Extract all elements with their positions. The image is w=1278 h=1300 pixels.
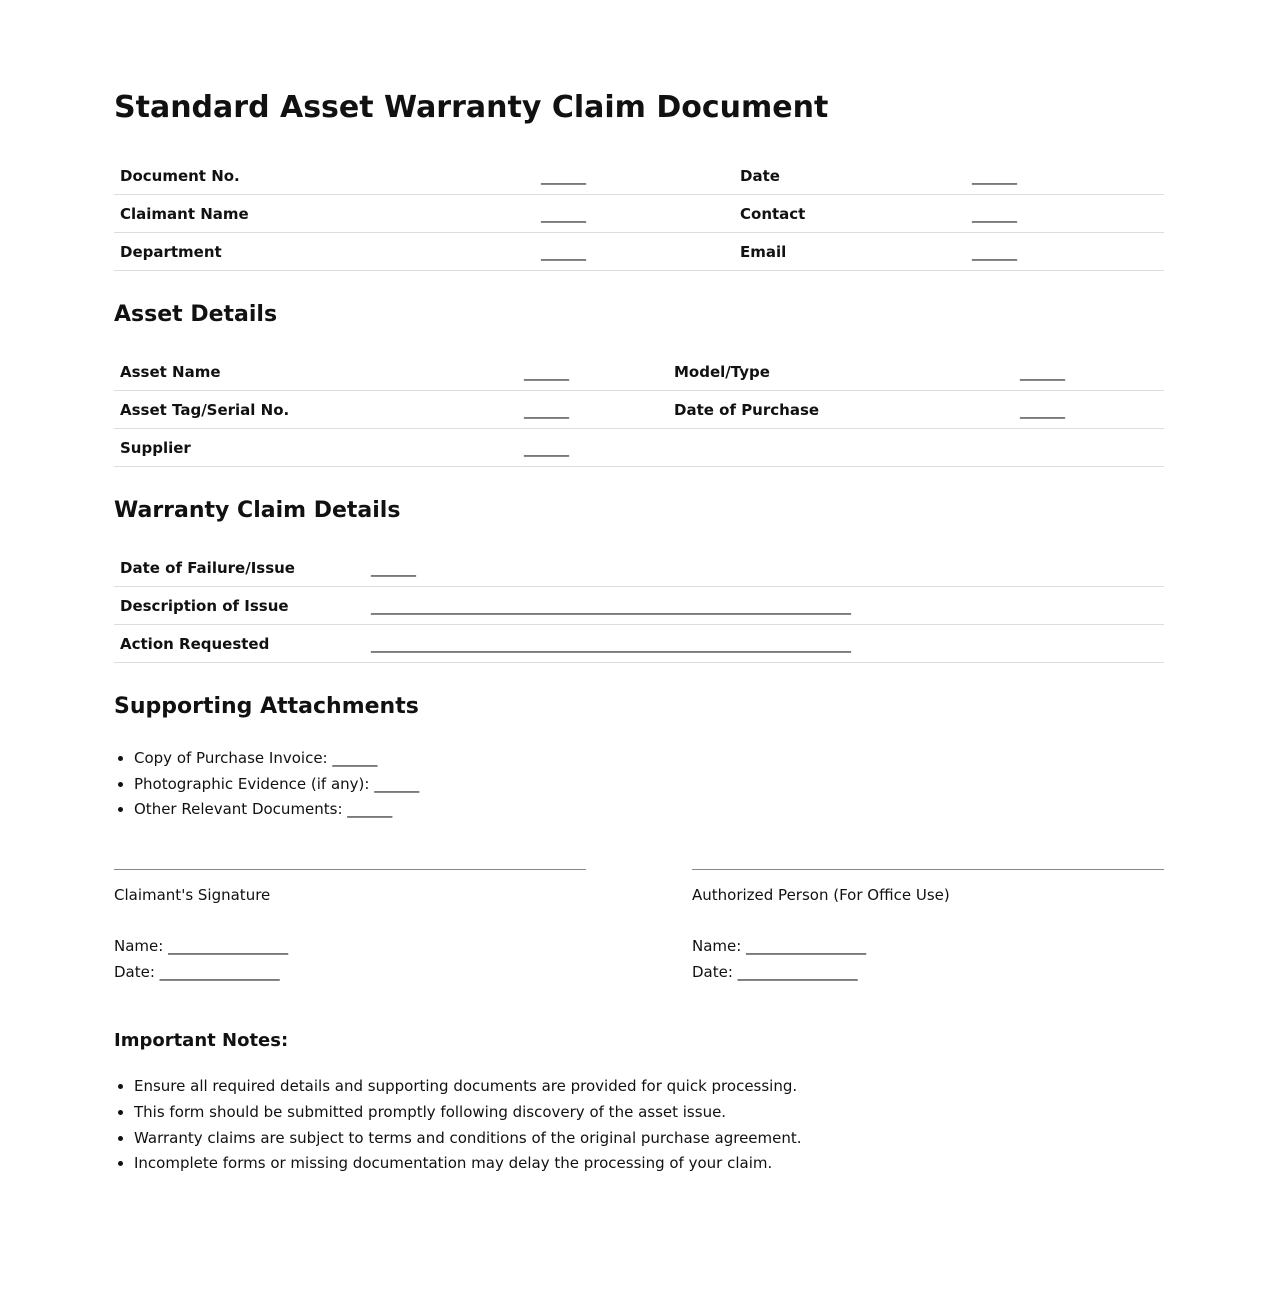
date-of-purchase-label: Date of Purchase <box>668 391 1014 429</box>
description-label: Description of Issue <box>114 587 365 625</box>
warranty-claim-heading: Warranty Claim Details <box>114 498 401 523</box>
document-no-field[interactable]: ______ <box>535 157 734 195</box>
date-of-purchase-field[interactable]: ______ <box>1014 391 1164 429</box>
table-row <box>114 233 1164 271</box>
asset-details-heading: Asset Details <box>114 302 278 327</box>
authorized-signature-title: Authorized Person (For Office Use) <box>692 886 950 904</box>
claimant-name-field[interactable]: ______ <box>535 195 734 233</box>
action-requested-field[interactable]: ________________________________________________________________ <box>365 625 1164 663</box>
list-item: • Ensure all required details and supporting documents are provided for quick processing. <box>134 1074 802 1100</box>
table-row <box>114 625 1164 663</box>
model-type-label: Model/Type <box>668 353 1014 391</box>
claimant-signature-title: Claimant's Signature <box>114 886 271 904</box>
list-item: • Photographic Evidence (if any): ______ <box>134 772 419 798</box>
table-row <box>114 195 1164 233</box>
department-label: Department <box>114 233 535 271</box>
claimant-name-label: Claimant Name <box>114 195 535 233</box>
empty-cell <box>1014 429 1164 467</box>
list-item: • Incomplete forms or missing documentation may delay the processing of your claim. <box>134 1151 802 1177</box>
table-row <box>114 391 1164 429</box>
claimant-signature-line[interactable] <box>114 869 586 870</box>
empty-cell <box>668 429 1014 467</box>
email-field[interactable]: ______ <box>966 233 1164 271</box>
email-label: Email <box>734 233 966 271</box>
header-fields-table <box>114 157 1164 271</box>
date-of-failure-field[interactable]: ______ <box>365 549 1164 587</box>
claimant-name-line: Name: ________________ <box>114 937 289 955</box>
contact-label: Contact <box>734 195 966 233</box>
notes-heading: Important Notes: <box>114 1030 289 1051</box>
list-item: • Other Relevant Documents: ______ <box>134 797 419 823</box>
asset-details-table <box>114 353 1164 467</box>
department-field[interactable]: ______ <box>535 233 734 271</box>
action-requested-label: Action Requested <box>114 625 365 663</box>
authorized-signature-line[interactable] <box>692 869 1164 870</box>
table-row <box>114 587 1164 625</box>
claimant-date-line: Date: ________________ <box>114 963 280 981</box>
asset-name-field[interactable]: ______ <box>518 353 668 391</box>
notes-list <box>114 1074 802 1177</box>
document-title: Standard Asset Warranty Claim Document <box>114 90 829 125</box>
warranty-claim-table <box>114 549 1164 663</box>
list-item: • Copy of Purchase Invoice: ______ <box>134 746 419 772</box>
asset-tag-label: Asset Tag/Serial No. <box>114 391 518 429</box>
supplier-label: Supplier <box>114 429 518 467</box>
list-item: • Warranty claims are subject to terms and conditions of the original purchase agreement. <box>134 1126 802 1152</box>
asset-tag-field[interactable]: ______ <box>518 391 668 429</box>
contact-field[interactable]: ______ <box>966 195 1164 233</box>
supplier-field[interactable]: ______ <box>518 429 668 467</box>
table-row <box>114 429 1164 467</box>
authorized-date-line: Date: ________________ <box>692 963 858 981</box>
table-row <box>114 549 1164 587</box>
attachments-list <box>114 746 419 823</box>
attachments-heading: Supporting Attachments <box>114 694 419 719</box>
date-of-failure-label: Date of Failure/Issue <box>114 549 365 587</box>
authorized-name-line: Name: ________________ <box>692 937 867 955</box>
date-label: Date <box>734 157 966 195</box>
date-field[interactable]: ______ <box>966 157 1164 195</box>
asset-name-label: Asset Name <box>114 353 518 391</box>
table-row <box>114 157 1164 195</box>
table-row <box>114 353 1164 391</box>
model-type-field[interactable]: ______ <box>1014 353 1164 391</box>
list-item: • This form should be submitted promptly following discovery of the asset issue. <box>134 1100 802 1126</box>
document-no-label: Document No. <box>114 157 535 195</box>
description-field[interactable]: ________________________________________________________________ <box>365 587 1164 625</box>
